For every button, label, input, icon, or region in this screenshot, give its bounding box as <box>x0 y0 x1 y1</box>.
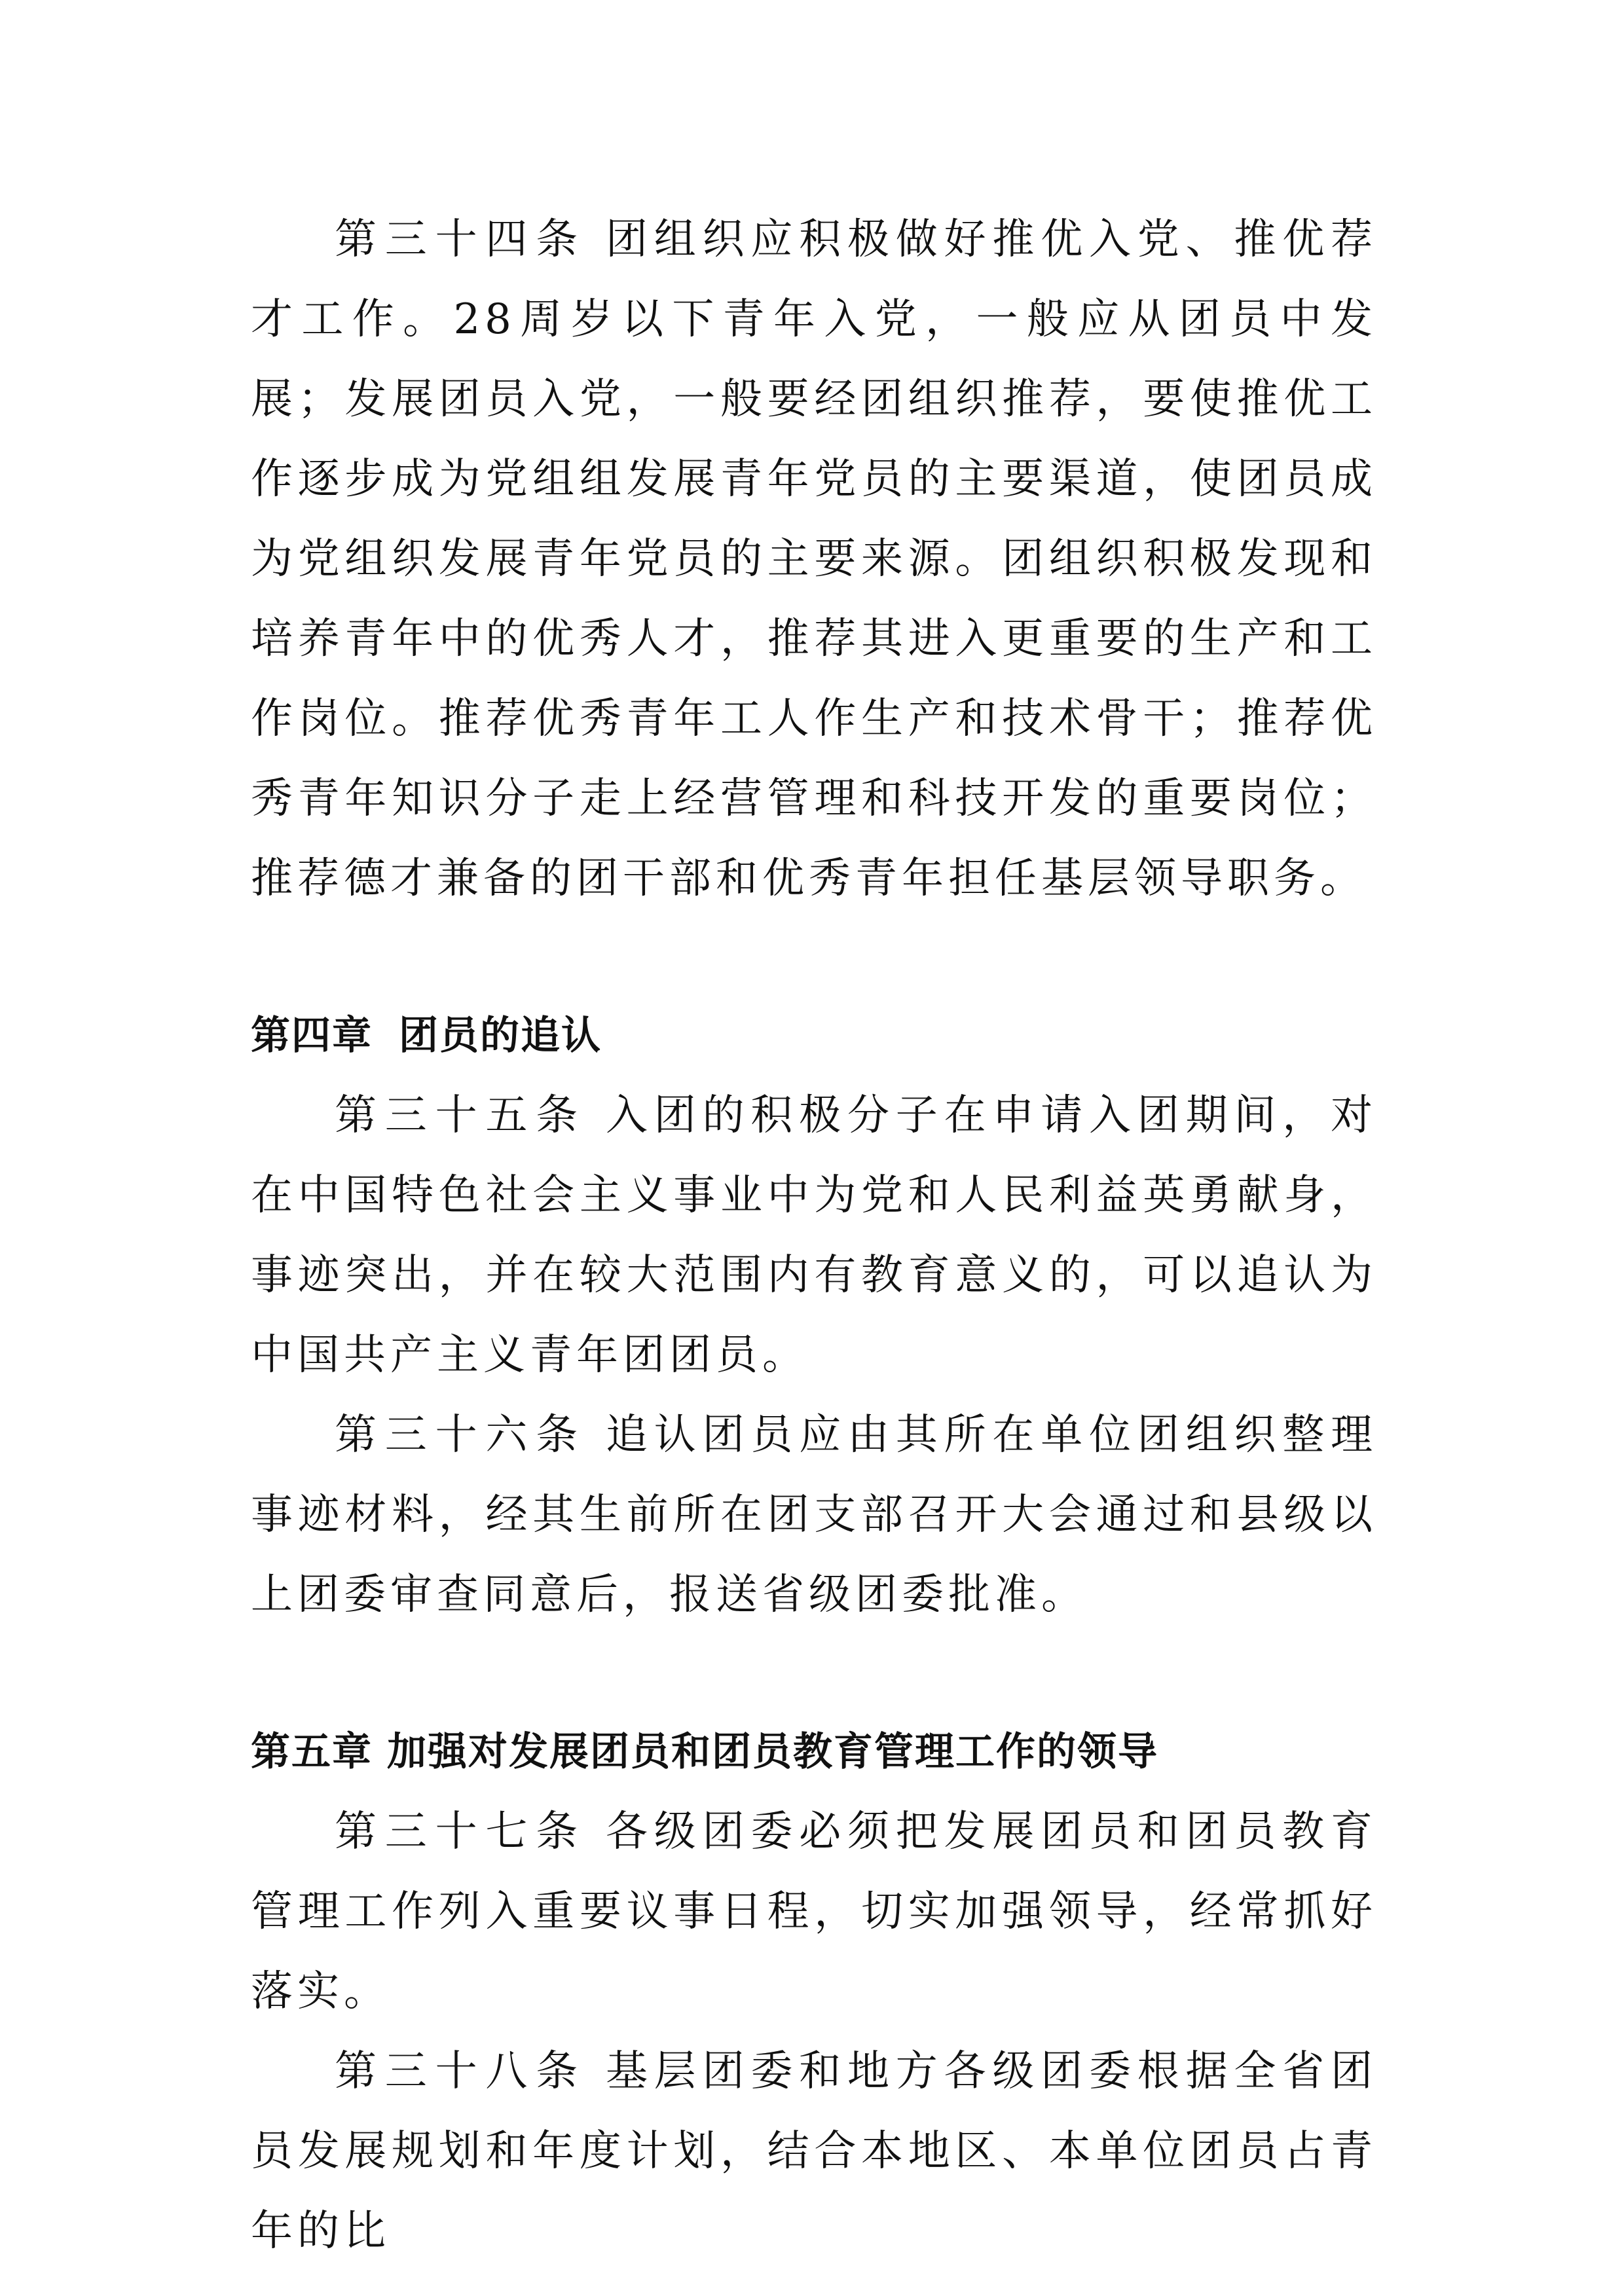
chapter-5-heading <box>251 1712 1377 1792</box>
chapter-5-number: 第五章 <box>251 1729 373 1775</box>
chapter-4-title: 团员的追认 <box>399 1013 602 1059</box>
section-gap <box>251 919 1377 996</box>
article-36 <box>251 1395 1377 1635</box>
article-35-text: 入团的积极分子在申请入团期间，对在中国特色社会主义事业中为党和人民利益英勇献身，事迹突出，并在较大范围内有教育意义的，可以追认为中国共产主义青年团团员。 <box>251 1091 1377 1379</box>
article-37-text: 各级团委必须把发展团员和团员教育管理工作列入重要议事日程，切实加强领导，经常抓好落实。 <box>251 1808 1377 2016</box>
chapter-4-number: 第四章 <box>251 1013 373 1059</box>
article-38-label: 第三十八条 <box>335 2047 586 2096</box>
article-34 <box>251 200 1377 919</box>
article-36-text: 追认团员应由其所在单位团组织整理事迹材料，经其生前所在团支部召开大会通过和县级以上团委审查同意后，报送省级团委批准。 <box>251 1411 1377 1619</box>
article-37 <box>251 1792 1377 2032</box>
article-35-label: 第三十五条 <box>335 1091 586 1140</box>
chapter-4-heading <box>251 996 1377 1076</box>
article-34-text: 团组织应积极做好推优入党、推优荐才工作。28周岁以下青年入党，一般应从团员中发展；发展团员入党，一般要经团组织推荐，要使推优工作逐步成为党组组发展青年党员的主要渠道，使团员成为党组织发展青年党员的主要来源。团组织积极发现和培养青年中的优秀人才，推荐其进入更重要的生产和工作岗位。推荐优秀青年工人作生产和技术骨干；推荐优秀青年知识分子走上经营管理和科技开发的重要岗位；推荐德才兼备的团干部和优秀青年担任基层领导职务。 <box>251 215 1377 903</box>
article-38-text: 基层团委和地方各级团委根据全省团员发展规划和年度计划，结合本地区、本单位团员占青年的比 <box>251 2047 1377 2255</box>
article-34-label: 第三十四条 <box>335 215 586 264</box>
article-36-label: 第三十六条 <box>335 1411 586 1459</box>
article-38 <box>251 2032 1377 2271</box>
article-37-label: 第三十七条 <box>335 1808 586 1856</box>
text-column <box>251 200 1377 2271</box>
chapter-5-title: 加强对发展团员和团员教育管理工作的领导 <box>387 1729 1158 1775</box>
section-gap <box>251 1635 1377 1712</box>
article-35 <box>251 1076 1377 1395</box>
